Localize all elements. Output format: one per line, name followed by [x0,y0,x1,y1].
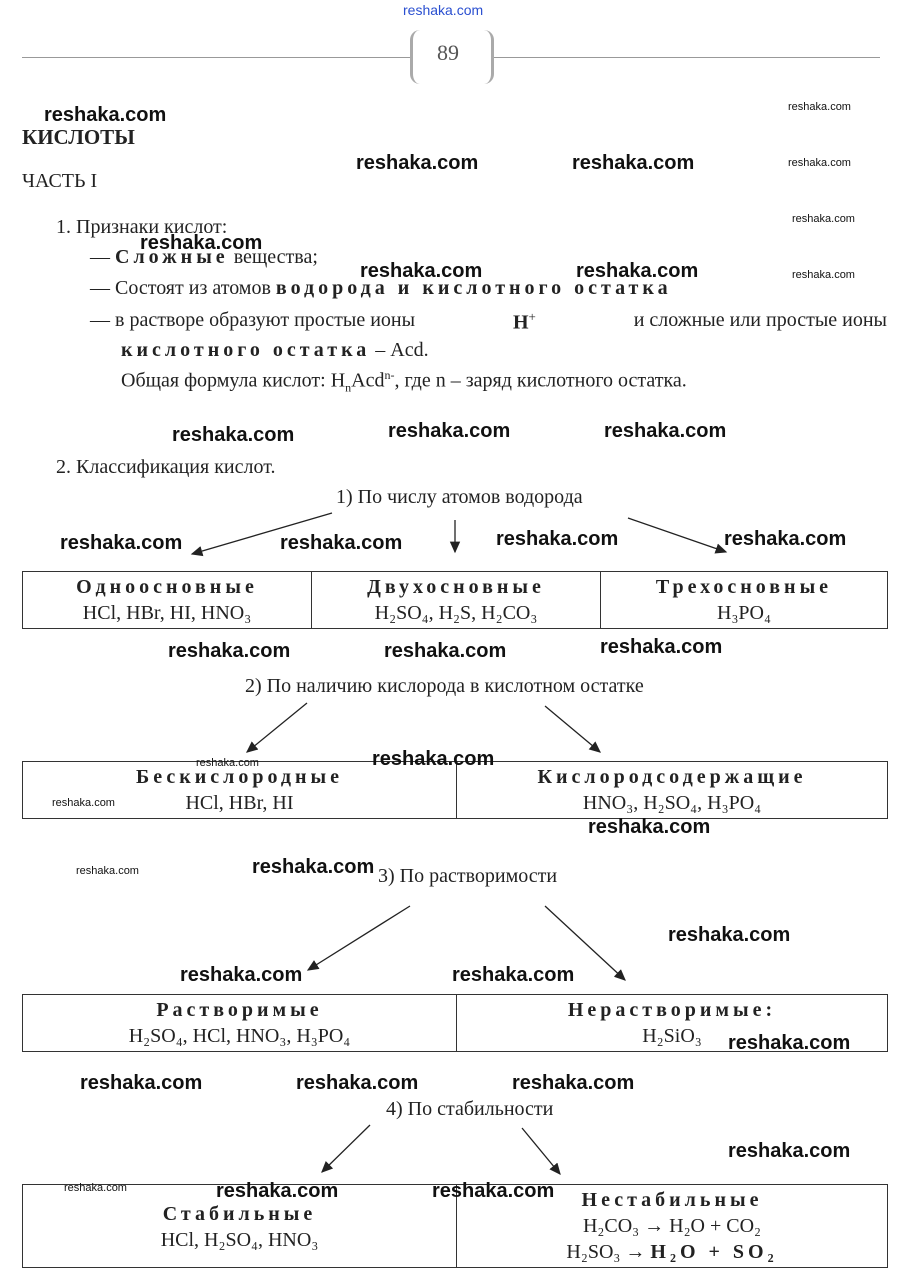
text: Acd [351,369,385,392]
watermark: reshaka.com [172,424,295,446]
examples: HNO₃, H₂SO₄, H₃PO₄ [582,792,762,814]
column-header: Растворимые [156,999,323,1021]
watermark: reshaka.com [196,757,259,769]
text: , где n – заряд кислотного остатка. [394,369,687,392]
column-header: Стабильные [162,1203,317,1225]
watermark: reshaka.com [44,104,167,126]
examples: H₂SiO₃ [642,1025,702,1047]
watermark: reshaka.com [728,1032,851,1054]
watermark: reshaka.com [572,152,695,174]
watermark: reshaka.com [360,260,483,282]
examples: H₂SO₄, HCl, HNO₃, H₃PO₄ [128,1025,351,1047]
site-link[interactable]: reshaka.com [403,2,484,18]
watermark: reshaka.com [588,816,711,838]
watermark: reshaka.com [600,636,723,658]
group-4-title: 4) По стабильности [386,1098,554,1120]
examples: H₃PO₄ [717,602,771,624]
examples: H₂SO₄, H₂S, H₂CO₃ [374,602,538,624]
watermark: reshaka.com [576,260,699,282]
examples-2: H₂SO₃ → H₂O + SO₂ [566,1241,778,1263]
ion: H [512,311,529,334]
column-header: Одноосновные [76,576,258,598]
arrow [308,906,410,970]
watermark: reshaka.com [64,1182,127,1194]
watermark: reshaka.com [788,101,851,113]
watermark: reshaka.com [432,1180,555,1202]
watermark: reshaka.com [724,528,847,550]
watermark: reshaka.com [76,865,139,877]
watermark: reshaka.com [216,1180,339,1202]
text: Состоят из атомов [115,277,271,299]
watermark: reshaka.com [356,152,479,174]
examples: HCl, HBr, HI, HNO₃ [82,602,252,624]
bold-text: Сложные [115,246,229,268]
group-2-title: 2) По наличию кислорода в кислотном остатке [245,675,644,697]
watermark: reshaka.com [280,532,403,554]
watermark: reshaka.com [140,232,263,254]
column-header: Бескислородные [135,766,344,788]
column-header: Нерастворимые: [567,999,777,1021]
watermark: reshaka.com [80,1072,203,1094]
charge: + [528,309,536,324]
section2-heading: 2. Классификация кислот. [56,456,276,478]
arrow [545,706,600,752]
watermark: reshaka.com [180,964,303,986]
text: n- [384,368,395,382]
watermark: reshaka.com [60,532,183,554]
feature-1: — Сложные вещества; [90,246,318,268]
watermark: reshaka.com [668,924,791,946]
watermark: reshaka.com [788,157,851,169]
watermark: reshaka.com [168,640,291,662]
watermark: reshaka.com [52,797,115,809]
watermark: reshaka.com [252,856,375,878]
watermark: reshaka.com [296,1072,419,1094]
watermark: reshaka.com [384,640,507,662]
arrow [322,1125,370,1172]
watermark: reshaka.com [728,1140,851,1162]
watermark: reshaka.com [604,420,727,442]
column-header: Двухосновные [367,576,545,598]
text: в растворе образуют простые ионы [115,309,416,331]
watermark: reshaka.com [792,269,855,281]
page-number: 89 [437,40,459,65]
arrow [522,1128,560,1174]
examples: HCl, H₂SO₄, HNO₃ [160,1229,319,1251]
arrow [247,703,307,752]
examples: HCl, HBr, HI [185,792,294,814]
column-header: Кислородсодержащие [537,766,807,788]
watermark: reshaka.com [452,964,575,986]
bold-text: водорода и кислотного остатка [275,277,672,299]
section1-heading: 1. Признаки кислот: [56,216,228,238]
column-header: Трехосновные [655,576,833,598]
bold-text: кислотного остатка [121,339,371,361]
group-1-title: 1) По числу атомов водорода [336,486,583,508]
watermark: reshaka.com [512,1072,635,1094]
feature-3: — в растворе образуют простые ионы H+ и сложные или простые ионы [90,309,887,334]
text: n [345,380,352,395]
text: – Acd. [375,339,429,361]
part-heading: ЧАСТЬ I [22,170,98,192]
arrow [628,518,726,552]
feature-2: — Состоят из атомов водорода и кислотного остатка [90,277,672,299]
column-header: Нестабильные [581,1189,763,1211]
watermark: reshaka.com [388,420,511,442]
page-title: КИСЛОТЫ [22,125,135,149]
examples: H₂CO₃ → H₂O + CO₂ [582,1215,762,1237]
text: Общая формула кислот: H [121,369,346,392]
watermark: reshaka.com [496,528,619,550]
group-3-title: 3) По растворимости [378,865,558,887]
text: вещества; [233,246,318,268]
text: и сложные или простые ионы [633,309,887,331]
watermark: reshaka.com [792,213,855,225]
watermark: reshaka.com [372,748,495,770]
